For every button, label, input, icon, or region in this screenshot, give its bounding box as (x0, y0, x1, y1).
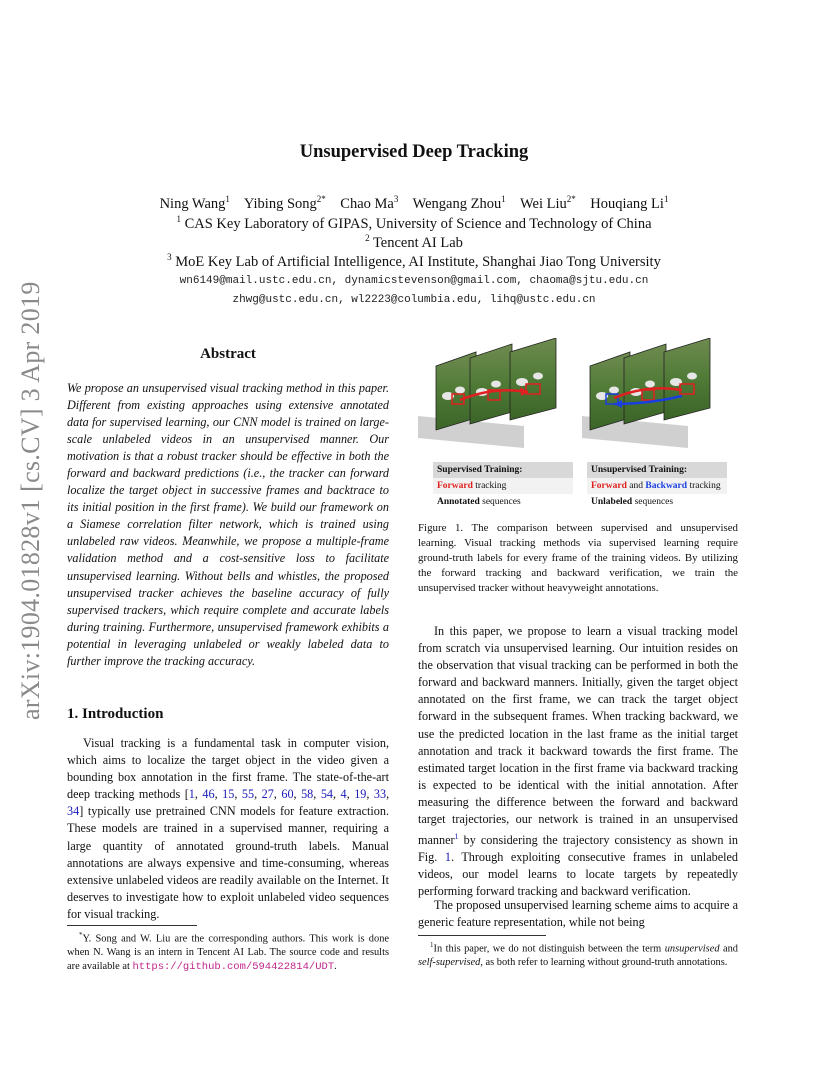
forward-label: Forward (437, 481, 473, 491)
abstract-heading: Abstract (200, 346, 256, 362)
figure1-illustration (416, 338, 738, 450)
email-line: wn6149@mail.ustc.edu.cn, dynamicstevenson@gmail.com, chaoma@sjtu.edu.cn (179, 275, 649, 287)
footnote-text: Y. Song and W. Liu are the corresponding authors. This work is done when N. Wang is an intern in Tencent AI Lab. The source code and results are available at (67, 933, 389, 973)
citation-link[interactable]: 58 (301, 787, 314, 802)
paper-title: Unsupervised Deep Tracking (299, 142, 529, 162)
body-paragraph: The proposed unsupervised learning scheme aims to acquire a generic feature representation, while not being (418, 898, 738, 930)
legend-text: tracking (687, 481, 721, 491)
legend-text: sequences (632, 497, 674, 507)
footnote-text: , as both refer to learning without ground-truth annotations. (480, 957, 728, 969)
footnote-rule (418, 935, 546, 936)
author: Houqiang Li (590, 195, 664, 212)
footnote-text: In this paper, we do not distinguish between the term (433, 943, 665, 955)
code-url-link[interactable]: https://github.com/594422814/UDT (132, 961, 335, 974)
author-sup: 1 (663, 194, 669, 204)
supervised-frames (418, 338, 556, 448)
aff-sup: 1 (176, 214, 181, 224)
intro-text: ] typically use pretrained CNN models for feature extraction. These models are trained in a supervised manner, requiring a large quantity of annotated ground-truth labels. Manual annotations are always expensive and time-consuming, whereas extensive unlabeled videos are readily available on the Internet. It deserves to investigate how to exploit unlabeled video sequences for visual tracking. (67, 804, 389, 921)
figure-ref-link[interactable]: 1 (444, 850, 451, 865)
figure1-caption: Figure 1. The comparison between supervised and unsupervised learning. Visual tracking methods via supervised learning require ground-truth labels for every frame of the training videos. By utilizing the forward tracking and backward verification, we train the unsupervised tracker without heavyweight annotations. (418, 522, 738, 594)
citation-link[interactable]: 15 (222, 787, 235, 802)
body-paragraph (418, 623, 738, 901)
body-text: . Through exploiting consecutive frames in unlabeled videos, our model learns to locate targets by repeatedly performing forward tracking and backward verification. (418, 850, 738, 899)
footnote-mark: * (79, 931, 83, 939)
footnote-ref-link[interactable]: 1 (454, 832, 459, 842)
aff-text: MoE Key Lab of Artificial Intelligence, AI Institute, Shanghai Jiao Tong University (175, 253, 661, 270)
author: Chao Ma (340, 195, 394, 212)
footnote-text: . (334, 961, 337, 973)
author-sup: 1 (501, 194, 506, 204)
footnote-mark: 1 (430, 941, 434, 949)
aff-text: CAS Key Laboratory of GIPAS, University of Science and Technology of China (184, 215, 652, 232)
legend-row-tracking (433, 478, 573, 494)
abstract-text: We propose an unsupervised visual tracking method in this paper. Different from existing approaches using extensive annotated data for supervised learning, our CNN model is trained on large-scale unlabeled videos in an unsupervised manner. Our motivation is that a robust tracker should be effective in both the forward and backward predictions (i.e., the tracker can forward localize the target object in successive frames and backtrace to its initial position in the first frame). We build our framework on a Siamese correlation filter network, which is trained using unlabeled raw videos. Meanwhile, we propose a multiple-frame validation method and a cost-sensitive loss to facilitate unsupervised learning. Without bells and whistles, the proposed unsupervised tracker achieves the baseline accuracy of fully supervised trackers, which require complete and accurate labels during training. Furthermore, unsupervised framework exhibits a potential in leveraging unlabeled or weakly labeled data to further improve the tracking accuracy. (67, 381, 389, 668)
footnote-terminology (418, 938, 738, 970)
citation-link[interactable]: 4 (340, 787, 347, 802)
legend-text: sequences (479, 497, 521, 507)
affiliation (0, 233, 828, 252)
citation-link[interactable]: 46 (202, 787, 215, 802)
body-text: In this paper, we propose to learn a visual tracking model from scratch via unsupervised learning. Our intuition resides on the observation that visual tracking can be performed in both the forward and backward manners. Initially, given the target object annotated on the first frame, we can track the target object forward in the subsequent frames. When tracking backward, we use the predicted location in the last frame as the initial target annotation and track it backward towards the first frame. The estimated target location in the first frame via backward tracking is expected to be identical with the initial annotation. After measuring the difference between the forward and backward target trajectories, our network is trained in an unsupervised manner (418, 624, 738, 848)
citation-link[interactable]: 19 (354, 787, 367, 802)
author-sup: 2* (566, 194, 576, 204)
citation-link[interactable]: 55 (241, 787, 255, 802)
citation-link[interactable]: 60 (281, 787, 294, 802)
author-list (0, 194, 828, 213)
unsupervised-legend (587, 462, 727, 510)
citation-link[interactable]: 54 (320, 787, 333, 802)
citation-link[interactable]: 27 (261, 787, 274, 802)
legend-row-sequences (587, 494, 727, 510)
citation-link[interactable]: 1 (188, 787, 195, 802)
author-sup: 3 (393, 194, 399, 204)
aff-text: Tencent AI Lab (372, 234, 463, 251)
footnote-emphasis: unsupervised (664, 943, 720, 955)
legend-text: and (626, 481, 646, 491)
legend-row-sequences (433, 494, 573, 510)
author-sup: 2* (316, 194, 326, 204)
author-sup: 1 (225, 194, 230, 204)
author: Ning Wang (159, 195, 226, 212)
legend-row-tracking (587, 478, 727, 494)
legend-bold: Unlabeled (591, 497, 633, 507)
legend-header: Supervised Training: (433, 462, 573, 478)
intro-paragraph: Visual tracking is a fundamental task in computer vision, which aims to localize the target object in the video given a bounding box annotation in the first frame. The state-of-the-art deep tracking methods [1, 46, 15, 55, 27, 60, 58, 54, 4, 19, 33, 34] typically use pretrained CNN models for feature extraction. These models are trained in a supervised manner, requiring a large quantity of annotated ground-truth labels. Manual annotations are always expensive and time-consuming, whereas extensive unlabeled videos are readily available on the Internet. It deserves to investigate how to exploit unlabeled video sequences for visual tracking. (67, 736, 390, 921)
citation-link[interactable]: 33 (373, 787, 387, 802)
footnote-rule (67, 925, 197, 926)
intro-heading: 1. Introduction (67, 706, 164, 722)
footnote-text: and (719, 943, 738, 955)
affiliation (0, 214, 828, 233)
body-text: by considering the trajectory consistency as shown in Fig. (418, 833, 738, 865)
aff-sup: 2 (365, 233, 370, 243)
citation-link[interactable]: 34 (67, 804, 80, 819)
intro-text: Visual tracking is a fundamental task in computer vision, which aims to localize the target object in the video given a bounding box annotation in the first frame. The state-of-the-art deep tracking methods [ (67, 736, 389, 802)
author: Wei Liu (519, 195, 567, 212)
affiliation (0, 252, 828, 271)
legend-header: Unsupervised Training: (587, 462, 727, 478)
forward-label: Forward (591, 481, 627, 491)
email-line: zhwg@ustc.edu.cn, wl2223@columbia.edu, lihq@ustc.edu.cn (232, 294, 596, 306)
supervised-legend (433, 462, 573, 510)
footnote-corresponding (67, 928, 389, 974)
unsupervised-frames (582, 338, 710, 448)
arxiv-stamp: arXiv:1904.01828v1 [cs.CV] 3 Apr 2019 (16, 281, 45, 720)
author: Yibing Song (243, 195, 317, 212)
backward-label: Backward (645, 481, 688, 491)
legend-text: tracking (472, 481, 507, 491)
author: Wengang Zhou (412, 195, 502, 212)
footnote-emphasis: self-supervised (418, 957, 481, 969)
legend-bold: Annotated (437, 497, 480, 507)
aff-sup: 3 (167, 252, 172, 262)
